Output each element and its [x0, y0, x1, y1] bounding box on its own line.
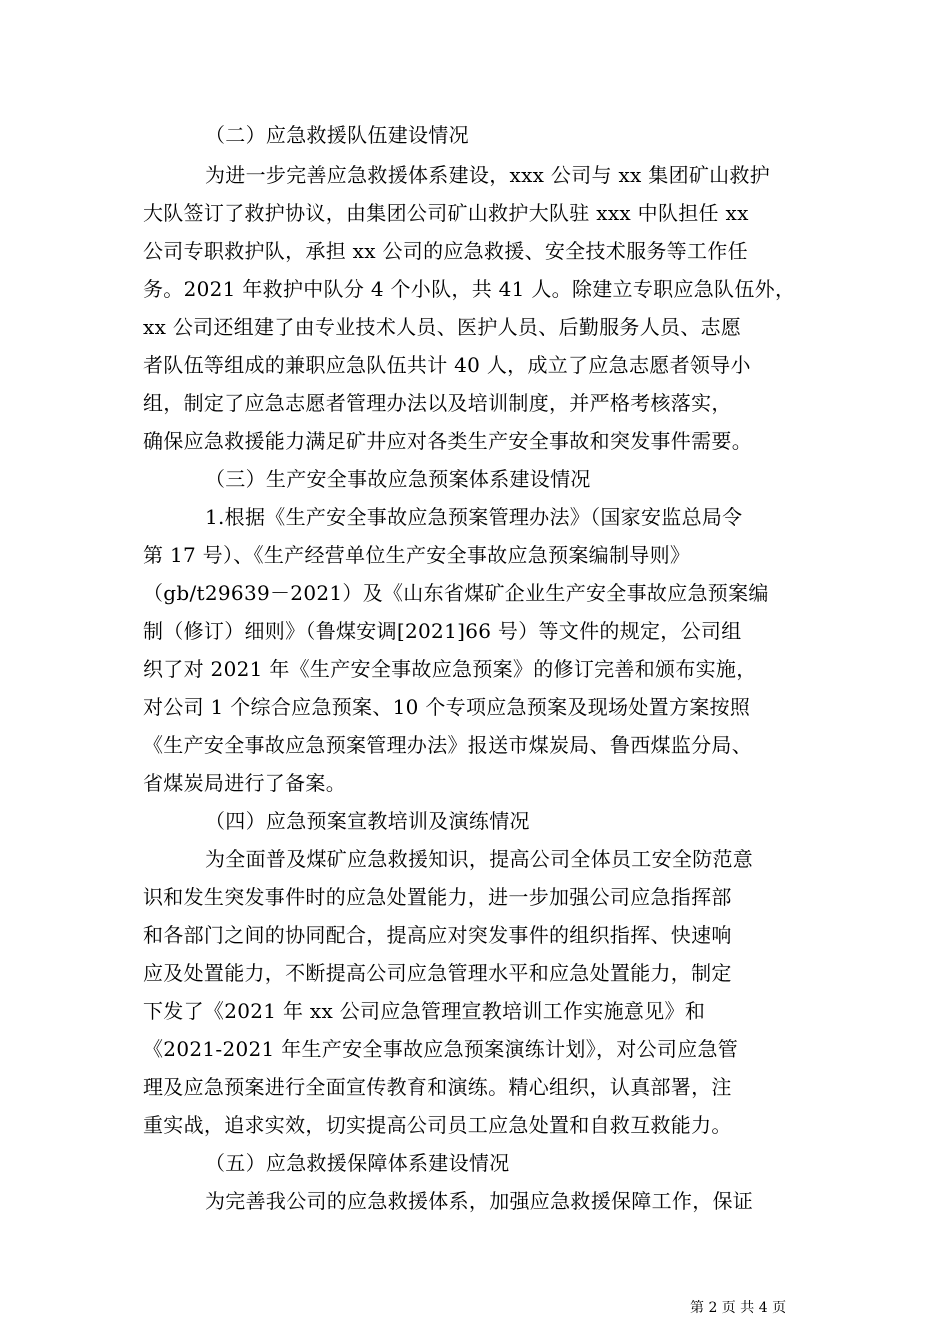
paragraph-line: 识和发生突发事件时的应急处置能力，进一步加强公司应急指挥部: [143, 885, 732, 909]
paragraph-line: 务。2021 年救护中队分 4 个小队，共 41 人。除建立专职应急队伍外，: [143, 277, 796, 301]
page-number: 第 2 页 共 4 页: [690, 1300, 787, 1316]
paragraph-line: 组，制定了应急志愿者管理办法以及培训制度，并严格考核落实，: [143, 391, 732, 415]
paragraph-line: 1.根据《生产安全事故应急预案管理办法》（国家安监总局令: [205, 505, 743, 529]
paragraph-line: 省煤炭局进行了备案。: [143, 771, 346, 795]
paragraph-line: 重实战，追求实效，切实提高公司员工应急处置和自救互救能力。: [143, 1113, 732, 1137]
section-heading-4: （四）应急预案宣教培训及演练情况: [205, 809, 530, 833]
paragraph-line: 制（修订）细则》（鲁煤安调[2021]66 号）等文件的规定，公司组: [143, 619, 742, 643]
paragraph-line: 公司专职救护队，承担 xx 公司的应急救援、安全技术服务等工作任: [143, 239, 748, 263]
paragraph-line: 《生产安全事故应急预案管理办法》报送市煤炭局、鲁西煤监分局、: [143, 733, 752, 757]
paragraph-line: 《2021-2021 年生产安全事故应急预案演练计划》，对公司应急管: [143, 1037, 739, 1061]
paragraph-line: 和各部门之间的协同配合，提高应对突发事件的组织指挥、快速响: [143, 923, 732, 947]
section-heading-5: （五）应急救援保障体系建设情况: [205, 1151, 510, 1175]
paragraph-line: 第 17 号）、《生产经营单位生产安全事故应急预案编制导则》: [143, 543, 691, 567]
paragraph-line: 织了对 2021 年《生产安全事故应急预案》的修订完善和颁布实施，: [143, 657, 757, 681]
paragraph-line: 确保应急救援能力满足矿井应对各类生产安全事故和突发事件需要。: [143, 429, 752, 453]
paragraph-line: 者队伍等组成的兼职应急队伍共计 40 人，成立了应急志愿者领导小: [143, 353, 751, 377]
paragraph-line: 为完善我公司的应急救援体系，加强应急救援保障工作，保证: [205, 1189, 754, 1213]
paragraph-line: 大队签订了救护协议，由集团公司矿山救护大队驻 xxx 中队担任 xx: [143, 201, 749, 225]
section-heading-3: （三）生产安全事故应急预案体系建设情况: [205, 467, 591, 491]
paragraph-line: 为进一步完善应急救援体系建设，xxx 公司与 xx 集团矿山救护: [205, 163, 771, 187]
paragraph-line: （gb/t29639－2021）及《山东省煤矿企业生产安全事故应急预案编: [143, 581, 769, 605]
paragraph-line: 下发了《2021 年 xx 公司应急管理宣教培训工作实施意见》和: [143, 999, 706, 1023]
section-heading-2: （二）应急救援队伍建设情况: [205, 123, 469, 147]
paragraph-line: 对公司 1 个综合应急预案、10 个专项应急预案及现场处置方案按照: [143, 695, 751, 719]
paragraph-line: 应及处置能力，不断提高公司应急管理水平和应急处置能力，制定: [143, 961, 732, 985]
paragraph-line: 为全面普及煤矿应急救援知识，提高公司全体员工安全防范意: [205, 847, 754, 871]
paragraph-line: xx 公司还组建了由专业技术人员、医护人员、后勤服务人员、志愿: [143, 315, 742, 339]
paragraph-line: 理及应急预案进行全面宣传教育和演练。精心组织，认真部署，注: [143, 1075, 732, 1099]
